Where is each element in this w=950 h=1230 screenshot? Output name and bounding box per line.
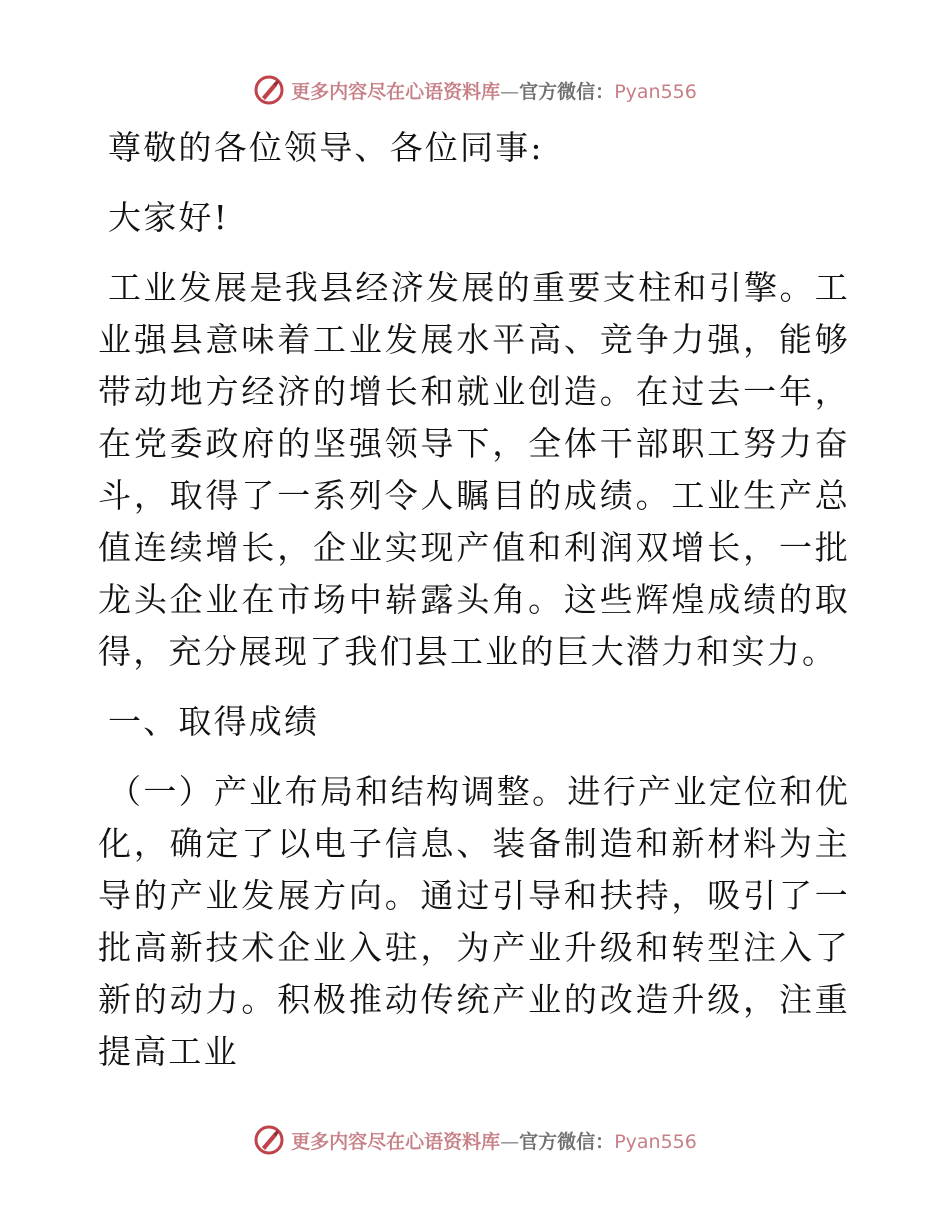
watermark-text: 更多内容尽在心语资料库 bbox=[291, 1130, 501, 1153]
watermark-separator: — bbox=[500, 80, 520, 103]
watermark-wechat-id: Pyan556 bbox=[614, 1130, 697, 1153]
header-watermark bbox=[0, 70, 950, 110]
section-heading: 一、取得成绩 bbox=[108, 702, 320, 741]
paragraph-intro: 工业发展是我县经济发展的重要支柱和引擎。工业强县意味着工业发展水平高、竞争力强，能够带动地方经济的增长和就业创造。在过去一年，在党委政府的坚强领导下，全体干部职工努力奋斗，取得了一系列令人瞩目的成绩。工业生产总值连续增长，企业实现产值和利润双增长，一批龙头企业在市场中崭露头角。这些辉煌成绩的取得，充分展现了我们县工业的巨大潜力和实力。 bbox=[98, 268, 850, 671]
watermark-official: 官方微信： bbox=[519, 1130, 615, 1153]
watermark-label bbox=[291, 77, 697, 104]
pen-logo-icon bbox=[253, 1124, 285, 1156]
watermark-separator: — bbox=[500, 1130, 520, 1153]
watermark-wechat-id: Pyan556 bbox=[614, 80, 697, 103]
hello-line: 大家好! bbox=[108, 198, 230, 237]
watermark-official: 官方微信： bbox=[519, 80, 615, 103]
greeting-line: 尊敬的各位领导、各位同事: bbox=[108, 128, 544, 167]
document-body bbox=[98, 122, 850, 1078]
paragraph-achievements: （一）产业布局和结构调整。进行产业定位和优化，确定了以电子信息、装备制造和新材料为主导的产业发展方向。通过引导和扶持，吸引了一批高新技术企业入驻，为产业升级和转型注入了新的动力。积极推动传统产业的改造升级，注重提高工业 bbox=[98, 772, 850, 1071]
watermark-text: 更多内容尽在心语资料库 bbox=[291, 80, 501, 103]
pen-logo-icon bbox=[253, 74, 285, 106]
footer-watermark bbox=[0, 1120, 950, 1160]
watermark-label bbox=[291, 1127, 697, 1154]
